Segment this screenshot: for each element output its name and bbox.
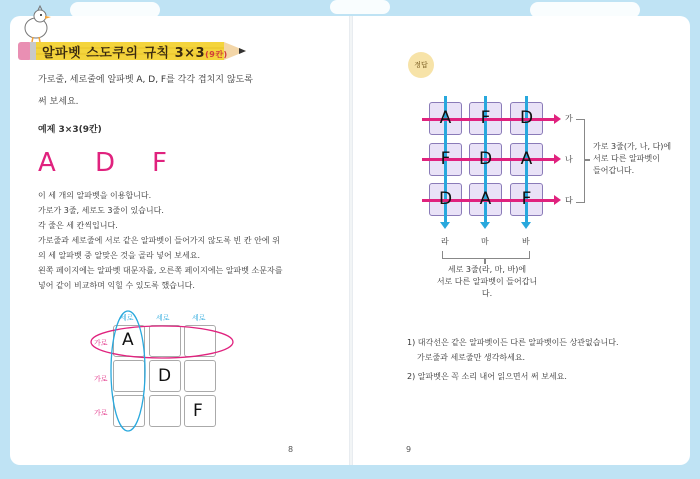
down-arrow-icon [480, 222, 490, 229]
down-arrow-icon [440, 222, 450, 229]
column-highlight-loop [108, 308, 150, 434]
column-label: 세로 [156, 314, 170, 322]
alphabet-letter-a: A [38, 148, 56, 178]
grid-cell[interactable] [149, 395, 181, 427]
answer-letter: A [520, 149, 533, 169]
columns-bracket [442, 251, 530, 259]
page-title: 알파벳 스도쿠의 규칙 3×3(9칸) [42, 46, 228, 61]
answer-letter: D [438, 189, 453, 209]
right-page [352, 16, 690, 465]
grid-cell-letter: D [158, 366, 172, 386]
cloud-decoration [330, 0, 390, 14]
row-label: 가로 [94, 339, 108, 347]
grid-cell-letter: F [193, 401, 203, 421]
description-text: 이 세 개의 알파벳을 이용합니다. 가로가 3줄, 세로도 3줄이 있습니다. 각 줄은 세 칸씩입니다. 가로줄과 세로줄에 서로 같은 알파벳이 들어가지 않도록 빈 칸 안에 위 의 세 알파벳 중 알맞은 것을 골라 넣어 보세요. 왼쪽 페이지에는 알파벳 대문자를, 오른쪽 페이지에는 알파벳 소문자를 넣어 같이 비교하며 익힐 수 있도록 했습니다. [38, 191, 283, 290]
column-label: 세로 [120, 314, 134, 322]
right-arrow-icon [554, 195, 561, 205]
column-label: 세로 [192, 314, 206, 322]
column-name: 마 [481, 237, 489, 246]
columns-note: 세로 3줄(라, 마, 바)에 서로 다른 알파벳이 들어갑니다. [436, 265, 538, 298]
answer-letter: A [439, 108, 452, 128]
bird-icon [18, 4, 54, 42]
rows-note: 가로 3줄(가, 나, 다)에 서로 다른 알파벳이 들어갑니다. [593, 142, 672, 175]
row-name: 나 [565, 155, 573, 164]
answer-letter: D [478, 149, 493, 169]
answer-letter: F [440, 149, 451, 169]
grid-cell[interactable] [184, 360, 216, 392]
notes: 1) 대각선은 같은 알파벳이든 다른 알파벳이든 상관없습니다. 가로줄과 세로줄만 생각하세요. 2) 알파벳은 꼭 소리 내어 읽으면서 써 보세요. [407, 338, 619, 381]
book-gutter [349, 16, 353, 465]
rows-bracket [576, 119, 585, 203]
down-arrow-icon [521, 222, 531, 229]
answer-letter: F [480, 108, 491, 128]
row-label: 가로 [94, 375, 108, 383]
column-name: 라 [441, 237, 449, 246]
right-arrow-icon [554, 114, 561, 124]
alphabet-letter-f: F [152, 148, 167, 178]
answer-letter: D [519, 108, 534, 128]
example-label: 예제 3×3(9칸) [38, 125, 102, 135]
row-name: 가 [565, 114, 573, 123]
answer-badge: 정답 [408, 52, 434, 78]
alphabet-letter-d: D [95, 148, 116, 178]
answer-letter: F [521, 189, 532, 209]
answer-letter: A [479, 189, 492, 209]
row-label: 가로 [94, 409, 108, 417]
grid-cell-letter: A [122, 330, 134, 350]
rows-bracket-tick [584, 159, 590, 161]
column-name: 바 [522, 237, 530, 246]
row-name: 다 [565, 196, 573, 205]
instruction-text: 가로줄, 세로줄에 알파벳 A, D, F를 각각 겹치지 않도록 써 보세요. [38, 75, 253, 107]
page-number-right: 9 [406, 445, 412, 454]
page-number-left: 8 [288, 445, 294, 454]
title-cell-count: (9칸) [205, 50, 228, 59]
right-arrow-icon [554, 154, 561, 164]
